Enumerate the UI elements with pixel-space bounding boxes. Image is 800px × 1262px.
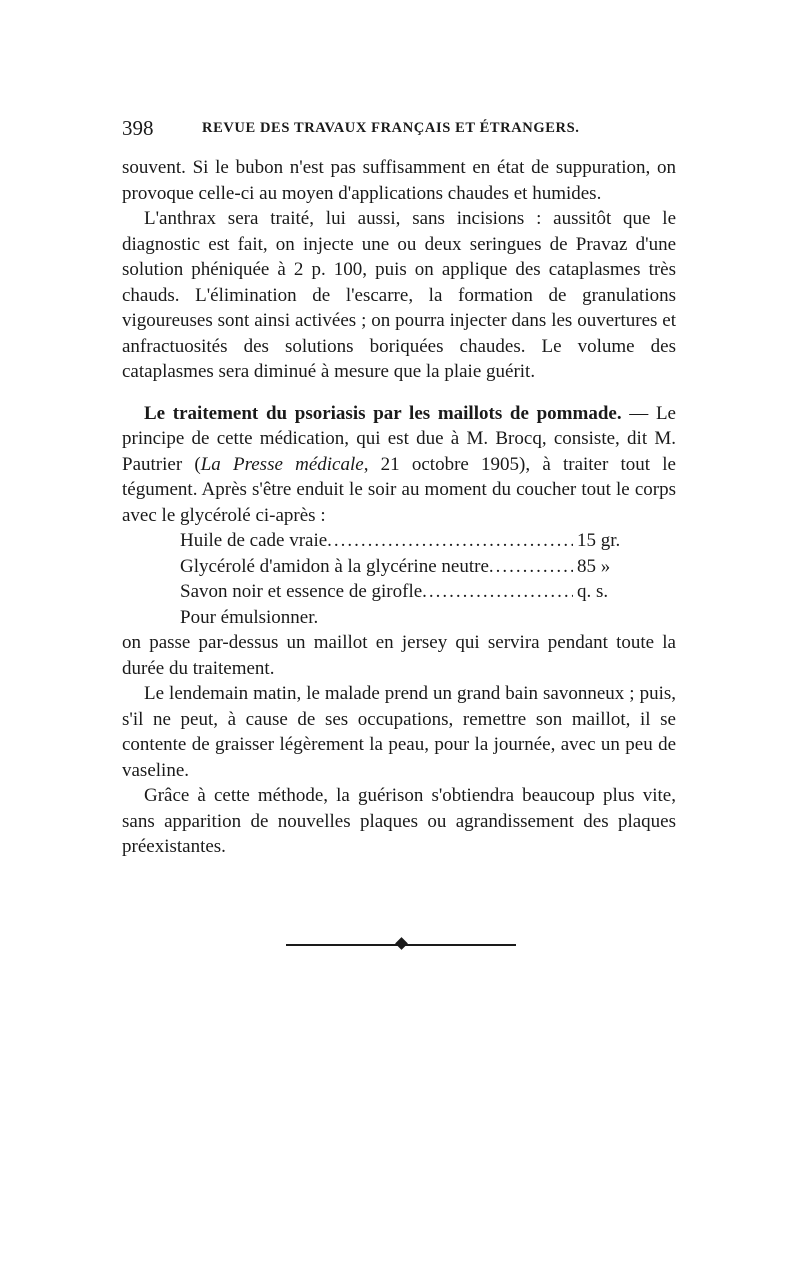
- ingredient-quantity: 85 »: [577, 555, 611, 577]
- paragraph-bubon: souvent. Si le bubon n'est pas suffisamment en état de suppuration, on provoque celle-ci au moyen d'applications chaudes et humides.: [122, 157, 676, 204]
- dot-leader: [489, 554, 573, 580]
- prescription-row: [180, 554, 635, 580]
- running-title: REVUE DES TRAVAUX FRANÇAIS ET ÉTRANGERS.: [202, 120, 580, 136]
- page-number: 398: [122, 116, 154, 140]
- prescription-row: [180, 528, 635, 554]
- ingredient-name: Savon noir et essence de girofle: [180, 581, 423, 602]
- ingredient-name: Huile de cade vraie: [180, 530, 328, 551]
- dot-leader: [327, 528, 573, 554]
- page-header: [122, 116, 682, 144]
- ingredient-name: Glycérolé d'amidon à la glycérine neutre: [180, 555, 489, 577]
- journal-title: La Presse médicale: [200, 453, 364, 475]
- ingredient-quantity: 15 gr.: [577, 530, 621, 551]
- paragraph-anthrax: L'anthrax sera traité, lui aussi, sans incisions : aussitôt que le diagnostic est fait, on injecte une ou deux seringues de Pravaz d'une solution phéniquée à 2 p. 100, puis on applique des cataplasmes très chauds. L'élimination de l'escarre, la formation de granulations vigoureuses sont ainsi activées ; on pourra injecter dans les ouvertures et anfractuosités des solutions boriquées chaudes. Le volume des cataplasmes sera diminué à mesure que la plaie guérit.: [122, 208, 676, 382]
- ingredient-quantity: q. s.: [577, 581, 609, 602]
- page-body: [122, 155, 676, 860]
- paragraph-psoriasis-text-b: , 21 octobre 1905), à traiter tout le tégument. Après s'être enduit le soir au moment du coucher tout le corps avec le glycérolé ci-après :: [122, 453, 676, 526]
- paragraph-psoriasis: [122, 401, 676, 529]
- paragraph-psoriasis-text-a: — Le principe de cette médication, qui est due à M. Brocq, consiste, dit M. Pautrier (: [122, 402, 676, 475]
- paragraph-lendemain: Le lendemain matin, le malade prend un grand bain savonneux ; puis, s'il ne peut, à cause de ses occupations, remettre son maillot, il se contente de graisser légèrement la peau, pour la journée, avec un peu de vaseline.: [122, 683, 676, 781]
- dot-leader: [422, 579, 573, 605]
- section-gap: [122, 385, 676, 401]
- section-heading: Le traitement du psoriasis par les maillots de pommade.: [144, 402, 622, 424]
- prescription-row: [180, 579, 635, 605]
- prescription: [180, 528, 635, 605]
- diamond-ornament-icon: [395, 937, 408, 950]
- prescription-instruction: Pour émulsionner.: [180, 606, 319, 628]
- paragraph-methode: Grâce à cette méthode, la guérison s'obtiendra beaucoup plus vite, sans apparition de nouvelles plaques ou agrandissement des plaques préexistantes.: [122, 785, 676, 857]
- paragraph-maillot: on passe par-dessus un maillot en jersey qui servira pendant toute la durée du traitement.: [122, 632, 676, 679]
